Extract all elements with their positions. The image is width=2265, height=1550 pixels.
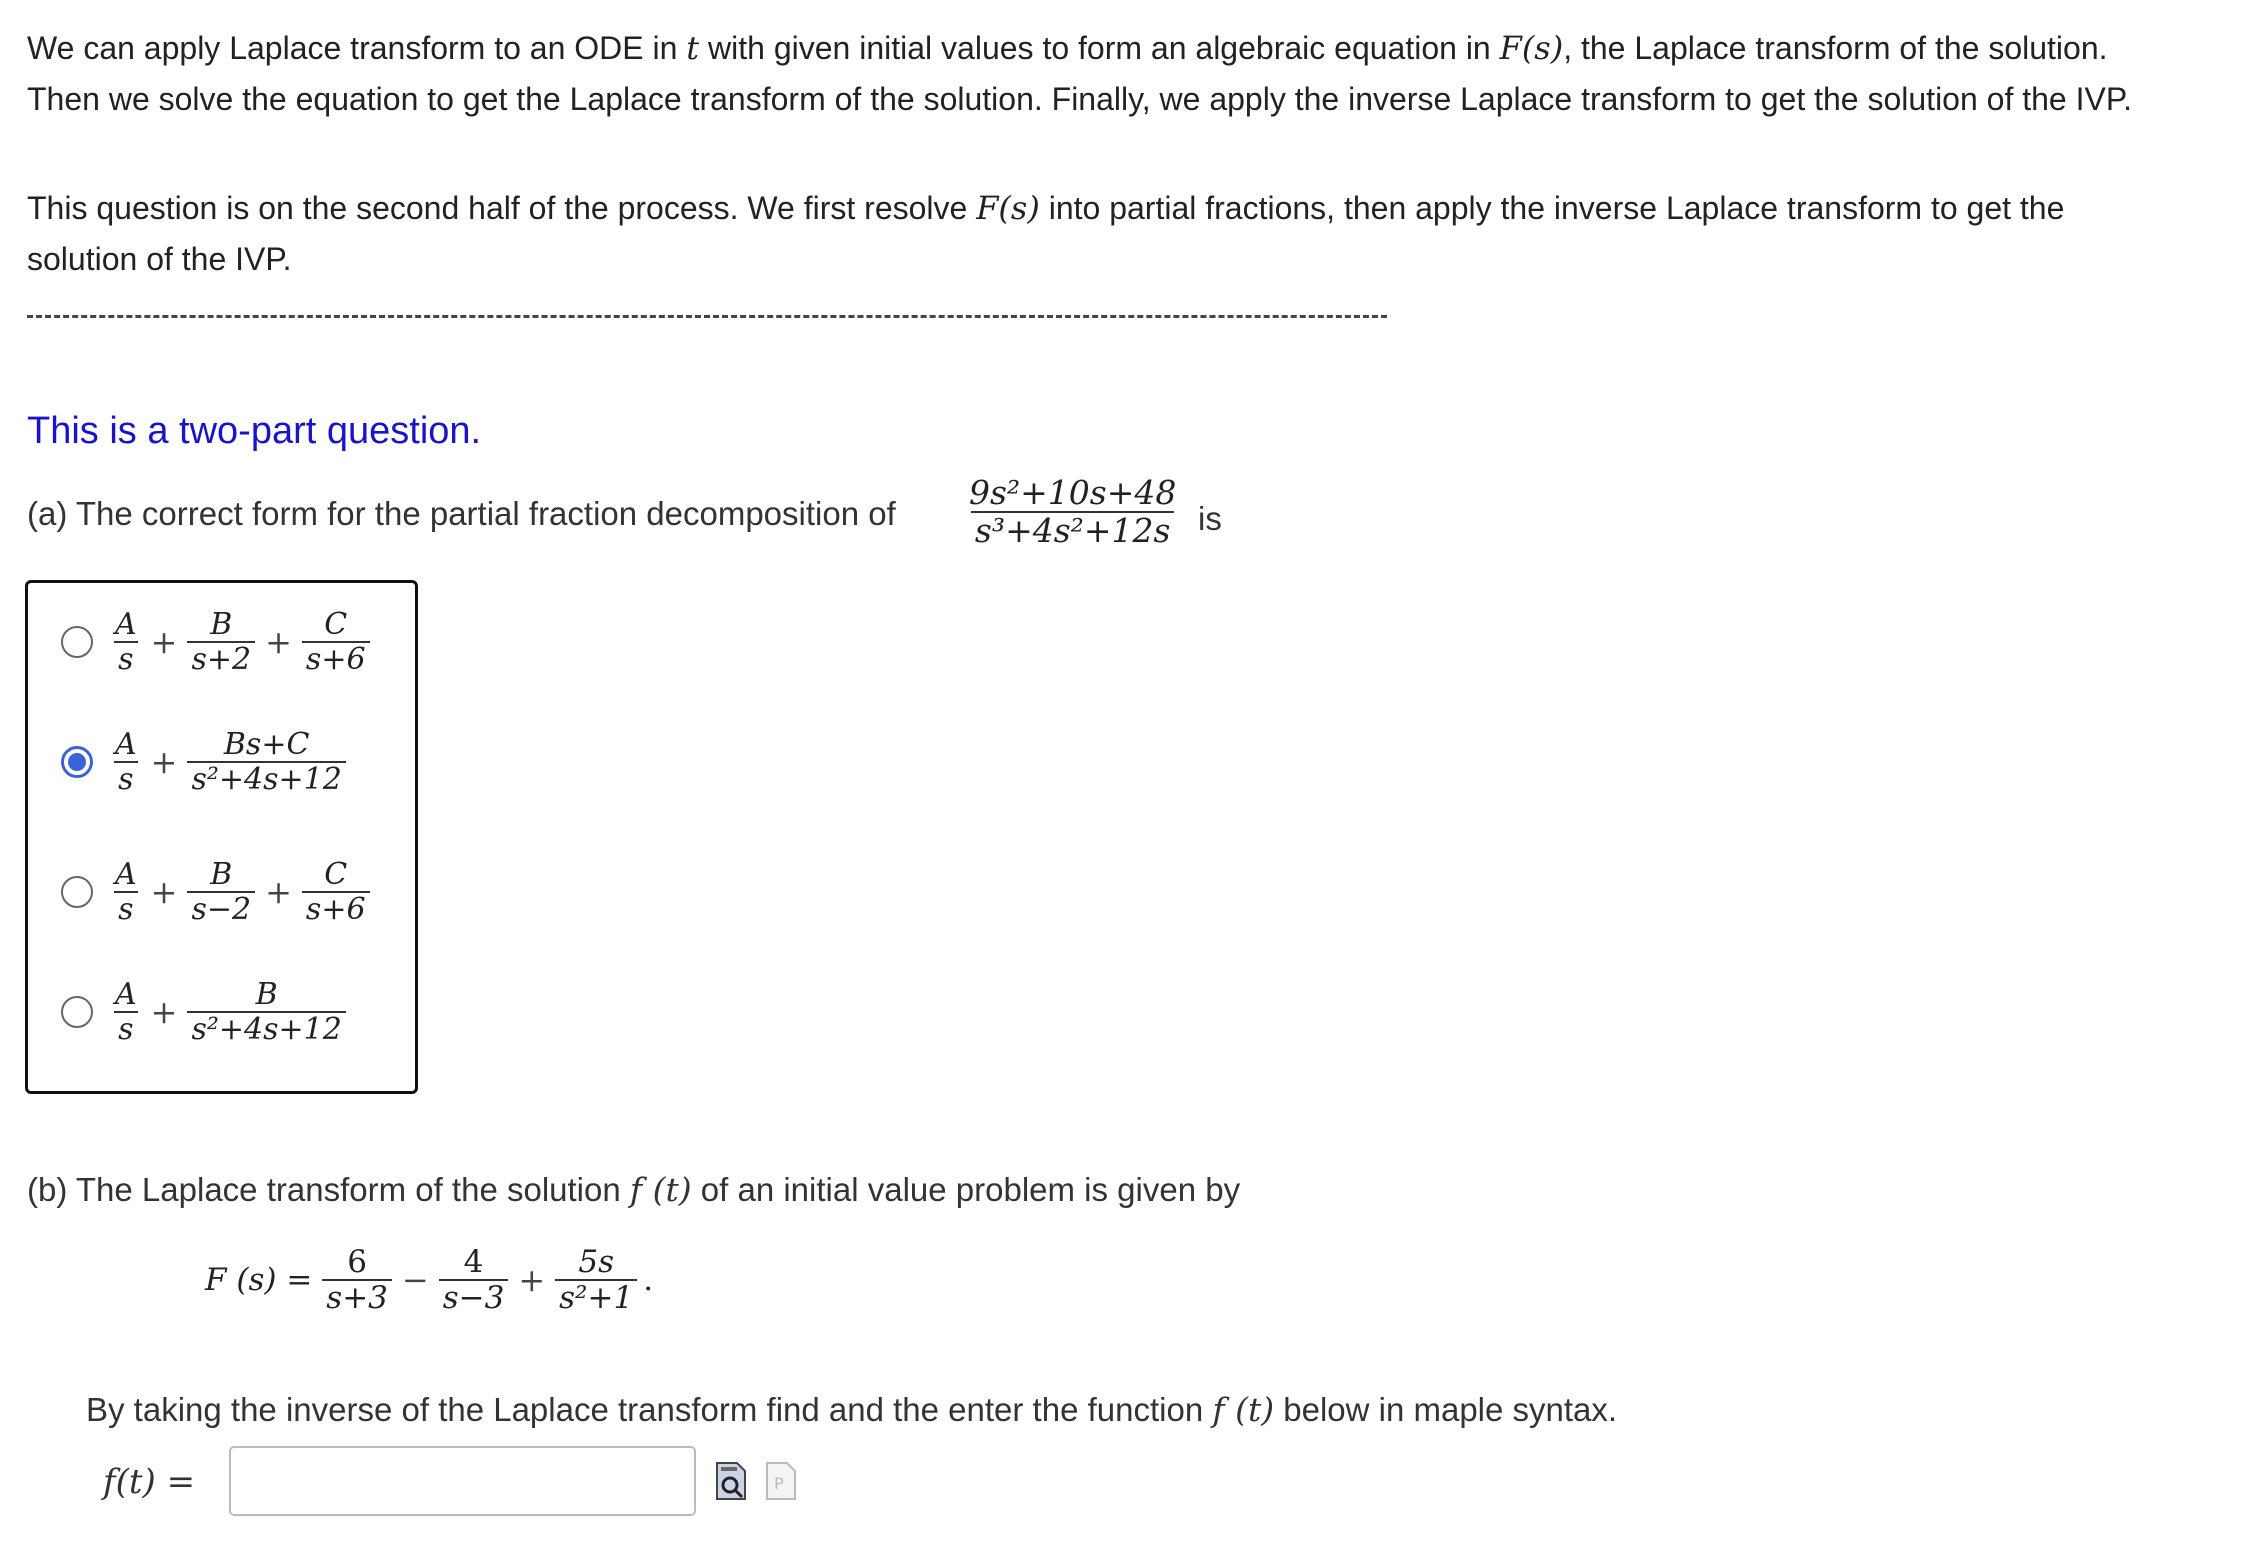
term-denominator: s bbox=[114, 891, 137, 926]
option-1-expression bbox=[111, 608, 370, 676]
plus-sign: + bbox=[150, 873, 178, 911]
dashed-divider bbox=[27, 315, 1387, 318]
plus-sign: + bbox=[265, 873, 292, 911]
term-denominator: s+6 bbox=[302, 641, 370, 676]
period: . bbox=[643, 1262, 654, 1299]
part-a-denominator: s³+4s²+12s bbox=[971, 511, 1175, 549]
f3-denominator: s²+1 bbox=[555, 1279, 637, 1315]
plus-sign: + bbox=[150, 993, 178, 1031]
answer-input[interactable] bbox=[229, 1446, 696, 1516]
option-3[interactable] bbox=[28, 858, 370, 926]
term-denominator: s²+4s+12 bbox=[187, 1011, 345, 1046]
option-4[interactable] bbox=[28, 978, 346, 1046]
f3-numerator: 5s bbox=[578, 1244, 614, 1280]
option-1[interactable] bbox=[28, 608, 370, 676]
option-2-radio[interactable] bbox=[61, 746, 93, 778]
f1-numerator: 6 bbox=[347, 1244, 367, 1280]
option-2[interactable] bbox=[28, 728, 346, 796]
part-a-suffix: is bbox=[1198, 500, 1222, 537]
term-denominator: s bbox=[114, 1011, 137, 1046]
term-denominator: s+2 bbox=[187, 641, 255, 676]
f2-numerator: 4 bbox=[463, 1244, 484, 1280]
two-part-notice: This is a two-part question. bbox=[27, 410, 482, 452]
option-3-radio[interactable] bbox=[61, 876, 93, 908]
f2-denominator: s−3 bbox=[439, 1279, 509, 1315]
option-2-expression bbox=[111, 728, 346, 796]
term-numerator: B bbox=[255, 977, 278, 1012]
answer-label: f(t) = bbox=[103, 1462, 196, 1502]
svg-text:P: P bbox=[774, 1474, 784, 1493]
term-numerator: A bbox=[115, 727, 137, 762]
intro-paragraph-1: We can apply Laplace transform to an ODE in t with given initial values to form an algebraic equation in F(s), the Laplace transform of the solution. Then we solve the equation to get the Laplace transform of the solution. Finally, we apply the inverse Laplace transform to get the solution of the IVP. bbox=[27, 29, 2132, 117]
plus-sign: + bbox=[150, 623, 178, 661]
laplace-expression bbox=[205, 1245, 653, 1315]
lhs: F (s) = bbox=[205, 1262, 313, 1299]
part-a-fraction bbox=[965, 475, 1180, 550]
term-numerator: A bbox=[115, 977, 137, 1012]
part-b-prompt: (b) The Laplace transform of the solution f (t) of an initial value problem is given by bbox=[27, 1170, 1241, 1209]
term-denominator: s bbox=[114, 761, 137, 796]
term-denominator: s²+4s+12 bbox=[187, 761, 345, 796]
term-numerator: B bbox=[210, 607, 233, 642]
term-numerator: A bbox=[115, 857, 137, 892]
plus-sign: + bbox=[150, 743, 178, 781]
term-denominator: s bbox=[114, 641, 137, 676]
term-numerator: C bbox=[324, 607, 348, 642]
term-numerator: B bbox=[210, 857, 233, 892]
option-1-radio[interactable] bbox=[61, 626, 93, 658]
part-a-numerator: 9s²+10s+48 bbox=[969, 473, 1177, 512]
intro-paragraph-2: This question is on the second half of the process. We first resolve F(s) into partial fractions, then apply the inverse Laplace transform to get the solution of the IVP. bbox=[27, 189, 2065, 277]
term-numerator: Bs+C bbox=[223, 727, 310, 762]
minus-sign: − bbox=[401, 1261, 429, 1300]
syntax-help-icon[interactable] bbox=[765, 1461, 797, 1501]
answer-options-box bbox=[25, 580, 418, 1094]
f1-denominator: s+3 bbox=[322, 1279, 392, 1315]
option-4-radio[interactable] bbox=[61, 996, 93, 1028]
plus-sign: + bbox=[518, 1261, 546, 1300]
term-denominator: s+6 bbox=[302, 891, 370, 926]
term-numerator: C bbox=[324, 857, 348, 892]
plus-sign: + bbox=[265, 623, 292, 661]
preview-icon[interactable] bbox=[715, 1461, 747, 1501]
part-a-prompt: (a) The correct form for the partial fraction decomposition of bbox=[27, 495, 896, 532]
term-denominator: s−2 bbox=[187, 891, 255, 926]
option-3-expression bbox=[111, 858, 370, 926]
option-4-expression bbox=[111, 978, 346, 1046]
term-numerator: A bbox=[115, 607, 137, 642]
instruction-text: By taking the inverse of the Laplace transform find and the enter the function f (t) below in maple syntax. bbox=[86, 1390, 1618, 1429]
